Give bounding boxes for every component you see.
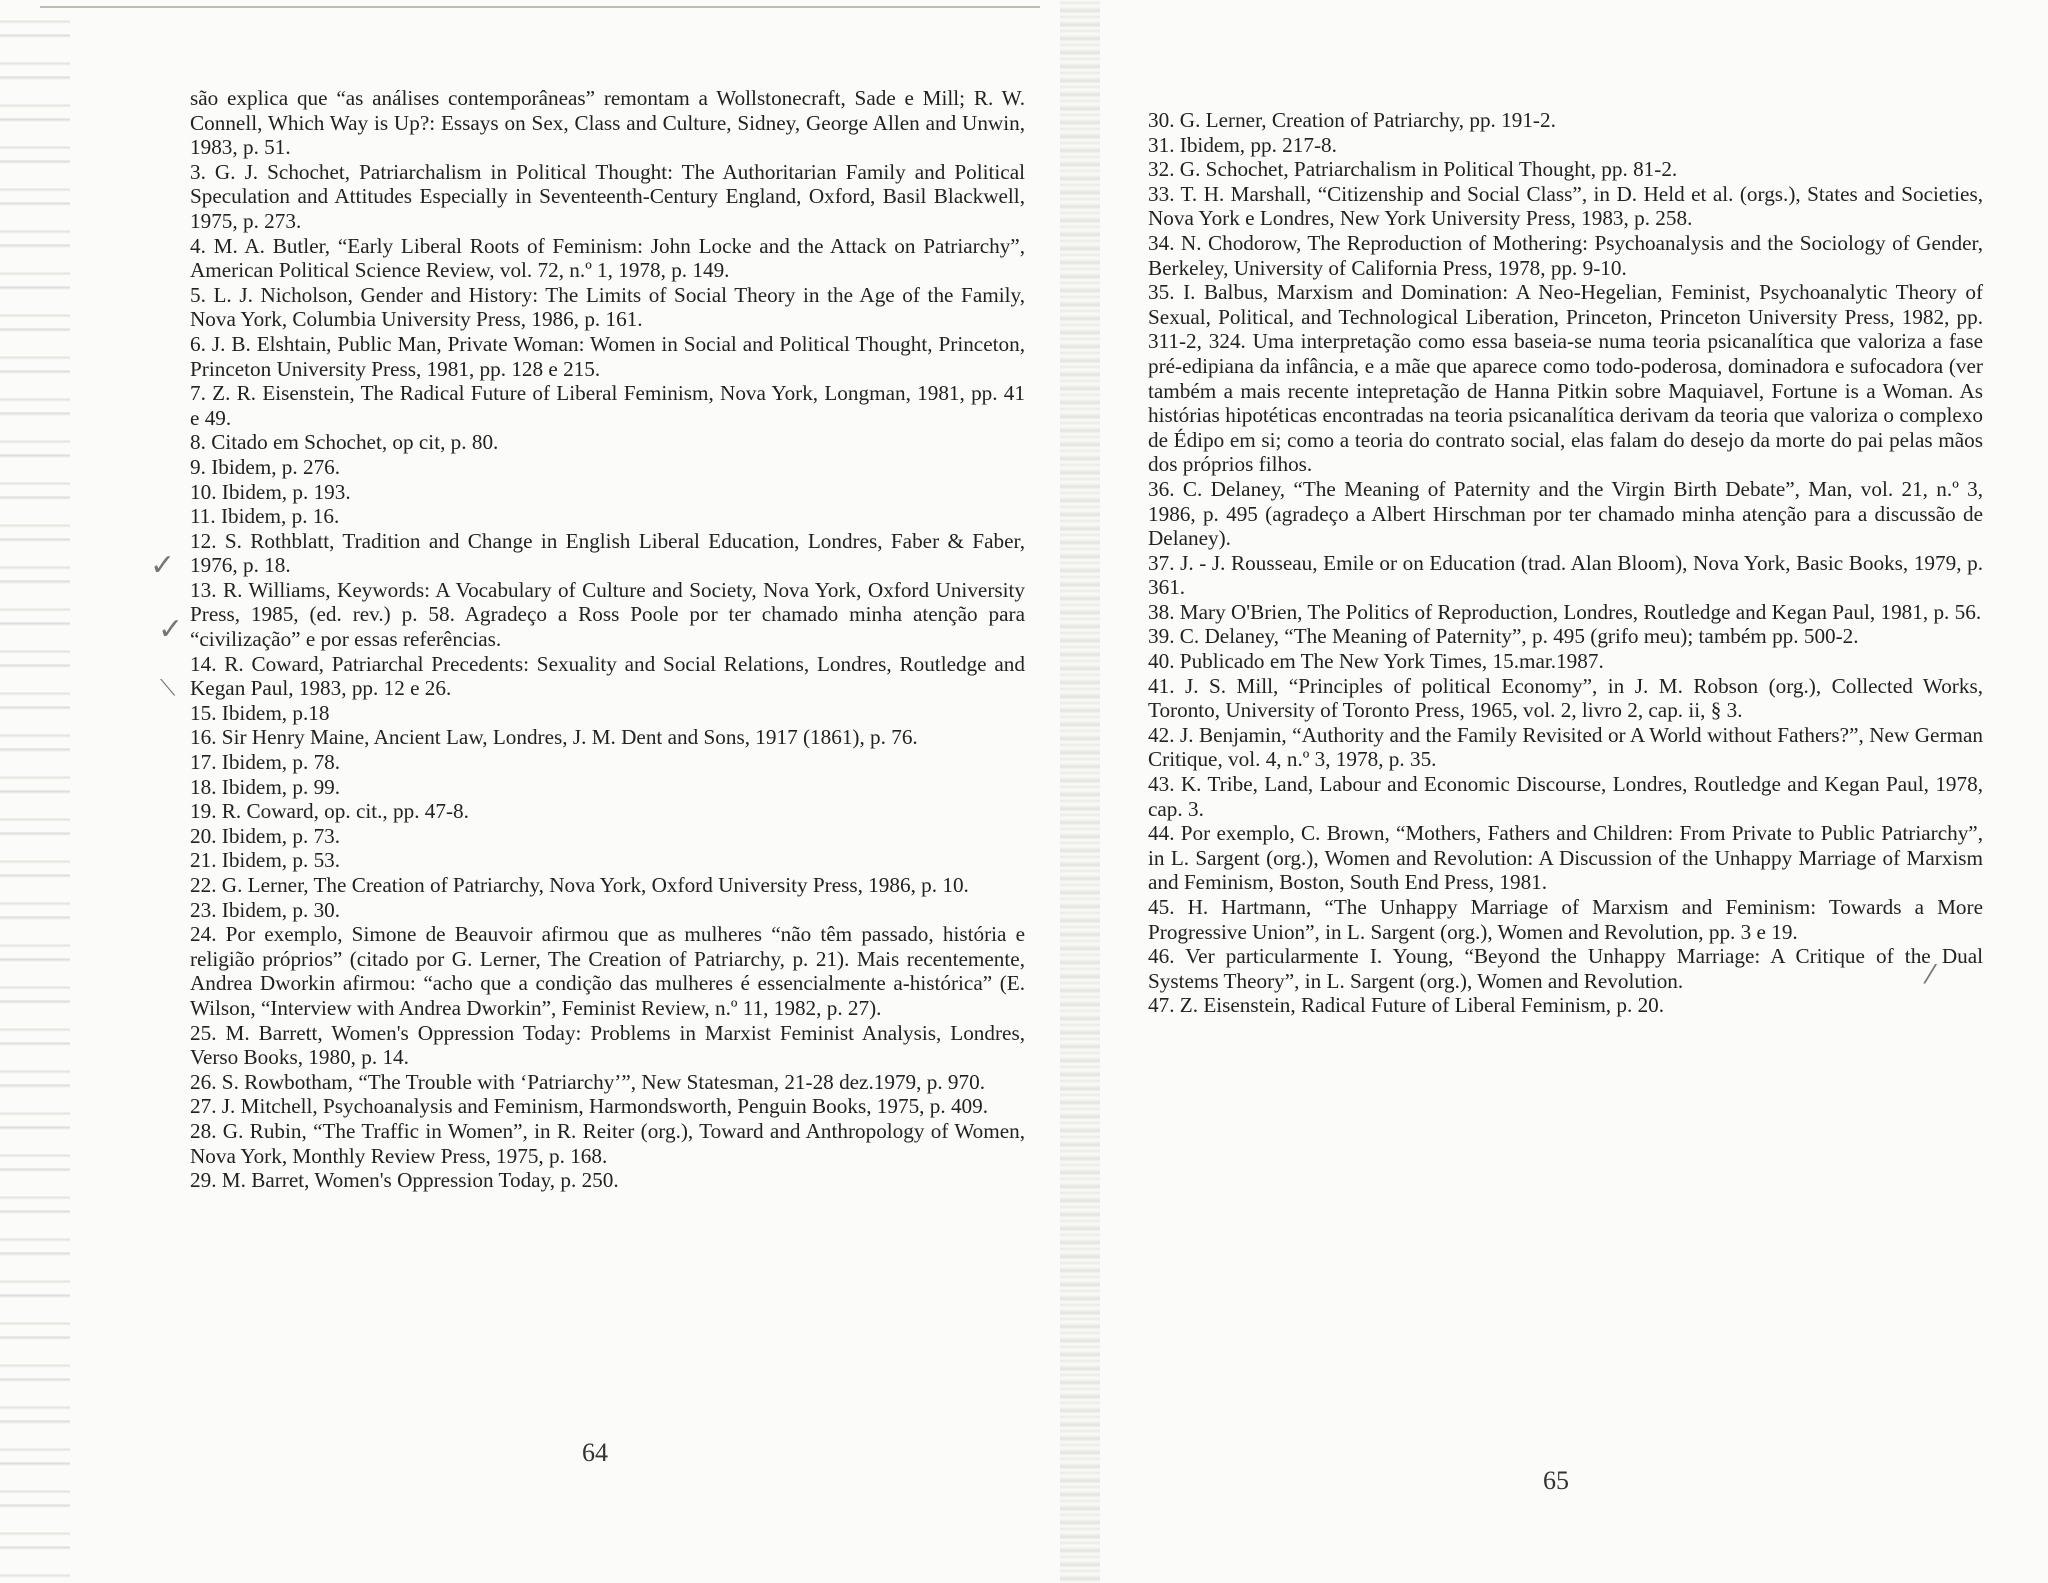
endnote: 23. Ibidem, p. 30.: [190, 897, 341, 922]
endnote: 17. Ibidem, p. 78.: [190, 750, 341, 775]
endnote: 45. H. Hartmann, “The Unhappy Marriage of Marxism and Feminism: Towards a More Progressive Union”, in L. Sargent (org.), Women and Revolution, pp. 3 e 19.: [1148, 895, 1983, 944]
spiral-binding: [0, 0, 70, 1583]
endnote: 38. Mary O'Brien, The Politics of Reproduction, Londres, Routledge and Kegan Paul, 1981, p. 56.: [1148, 599, 1982, 624]
checkmark-icon: ✓: [158, 612, 184, 647]
endnote: 24. Por exemplo, Simone de Beauvoir afirmou que as mulheres “não têm passado, história e religião próprios” (citado por G. Lerner, The Creation of Patriarchy, p. 21). Mais recentemente, Andrea Dworkin afirmou: “acho que a condição das mulheres é essencialmente a-histórica” (E. Wilson, “Interview with Andrea Dworkin”, Feminist Review, n.º 11, 1982, p. 27).: [190, 922, 1025, 1020]
endnote: 30. G. Lerner, Creation of Patriarchy, pp. 191-2.: [1148, 108, 1556, 132]
endnote: 19. R. Coward, op. cit., pp. 47-8.: [190, 799, 469, 824]
endnote: 9. Ibidem, p. 276.: [190, 454, 341, 479]
endnote: 46. Ver particularmente I. Young, “Beyond the Unhappy Marriage: A Critique of the Dual Systems Theory”, in L. Sargent (org.), Women and Revolution.: [1148, 944, 1983, 993]
endnote: 35. I. Balbus, Marxism and Domination: A Neo-Hegelian, Feminist, Psychoanalytic Theory of Sexual, Political, and Technological Liberation, Princeton, Princeton University Press, 1982, pp. 311-2, 324. Uma interpretação como essa baseia-se numa teoria psicanalítica que valoriza a fase pré-edipiana da infância, e a mãe que aparece como todo-poderosa, dominadora e sufocadora (ver também a mais recente intepretação de Hanna Pitkin sobre Maquiavel, Fortune is a Woman. As histórias hipotéticas encontradas na teoria psicanalítica derivam da teoria que valoriza o complexo de Édipo em si; como a teoria do contrato social, elas falam do desejo da morte do pai pelas mãos dos próprios filhos.: [1148, 280, 1983, 477]
endnote: 37. J. - J. Rousseau, Emile or on Education (trad. Alan Bloom), Nova York, Basic Books, 1979, p. 361.: [1148, 550, 1983, 600]
endnote: 29. M. Barret, Women's Oppression Today, p. 250.: [190, 1168, 619, 1193]
endnote: 39. C. Delaney, “The Meaning of Paternity”, p. 495 (grifo meu); também pp. 500-2.: [1148, 624, 1859, 649]
endnote: 15. Ibidem, p.18: [190, 700, 330, 725]
endnote: 47. Z. Eisenstein, Radical Future of Liberal Feminism, p. 20.: [1148, 993, 1665, 1018]
endnote: são explica que “as análises contemporâneas” remontam a Wollstonecraft, Sade e Mill; R. W. Connell, Which Way is Up?: Essays on Sex, Class and Culture, Sidney, George Allen and Unwin, 1983, p. 51.: [190, 86, 1025, 160]
endnotes-list: [1148, 108, 1983, 1018]
endnote: 28. G. Rubin, “The Traffic in Women”, in R. Reiter (org.), Toward and Anthropology of Women, Nova York, Monthly Review Press, 1975, p. 168.: [190, 1118, 1025, 1168]
endnote: 21. Ibidem, p. 53.: [190, 848, 341, 873]
endnote: 10. Ibidem, p. 193.: [190, 479, 351, 504]
endnote: 42. J. Benjamin, “Authority and the Family Revisited or A World without Fathers?”, New German Critique, vol. 4, n.º 3, 1978, p. 35.: [1148, 722, 1983, 772]
endnote: 27. J. Mitchell, Psychoanalysis and Feminism, Harmondsworth, Penguin Books, 1975, p. 409.: [190, 1094, 989, 1119]
pencil-slash-icon: ⁄: [1928, 960, 1933, 990]
endnote: 18. Ibidem, p. 99.: [190, 774, 341, 799]
endnote: 8. Citado em Schochet, op cit, p. 80.: [190, 430, 499, 455]
endnote: 36. C. Delaney, “The Meaning of Paternity and the Virgin Birth Debate”, Man, vol. 21, n.º 3, 1986, p. 495 (agradeço a Albert Hirschman por ter chamado minha atenção para a discussão de Delaney).: [1148, 476, 1983, 551]
left-page: [190, 0, 1025, 1583]
book-gutter: [1060, 0, 1100, 1583]
endnote: 40. Publicado em The New York Times, 15.mar.1987.: [1148, 649, 1604, 674]
endnote: 16. Sir Henry Maine, Ancient Law, Londres, J. M. Dent and Sons, 1917 (1861), p. 76.: [190, 725, 918, 750]
endnote: 33. T. H. Marshall, “Citizenship and Social Class”, in D. Held et al. (orgs.), States and Societies, Nova York e Londres, New York University Press, 1983, p. 258.: [1148, 181, 1983, 231]
endnote: 7. Z. R. Eisenstein, The Radical Future of Liberal Feminism, Nova York, Longman, 1981, pp. 41 e 49.: [190, 381, 1025, 430]
endnote: 13. R. Williams, Keywords: A Vocabulary of Culture and Society, Nova York, Oxford University Press, 1985, (ed. rev.) p. 58. Agradeço a Ross Poole por ter chamado minha atenção para “civilização” e por essas referências.: [190, 577, 1025, 652]
endnote: 26. S. Rowbotham, “The Trouble with ‘Patriarchy’”, New Statesman, 21-28 dez.1979, p. 970.: [190, 1069, 985, 1094]
endnote: 34. N. Chodorow, The Reproduction of Mothering: Psychoanalysis and the Sociology of Gender, Berkeley, University of California Press, 1978, pp. 9-10.: [1148, 230, 1983, 280]
endnote: 4. M. A. Butler, “Early Liberal Roots of Feminism: John Locke and the Attack on Patriarchy”, American Political Science Review, vol. 72, n.º 1, 1978, p. 149.: [190, 233, 1025, 283]
endnote: 31. Ibidem, pp. 217-8.: [1148, 132, 1337, 157]
endnote: 14. R. Coward, Patriarchal Precedents: Sexuality and Social Relations, Londres, Routledge and Kegan Paul, 1983, pp. 12 e 26.: [190, 651, 1025, 701]
endnote: 25. M. Barrett, Women's Oppression Today: Problems in Marxist Feminist Analysis, Londres, Verso Books, 1980, p. 14.: [190, 1020, 1025, 1070]
checkmark-icon: ✓: [150, 548, 176, 583]
endnote: 3. G. J. Schochet, Patriarchalism in Political Thought: The Authoritarian Family and Political Speculation and Attitudes Especially in Seventeenth-Century England, Oxford, Basil Blackwell, 1975, p. 273.: [190, 159, 1025, 233]
endnote: 11. Ibidem, p. 16.: [190, 504, 340, 529]
endnote: 44. Por exemplo, C. Brown, “Mothers, Fathers and Children: From Private to Public Patriarchy”, in L. Sargent (org.), Women and Revolution: A Discussion of the Unhappy Marriage of Marxism and Feminism, Boston, South End Press, 1981.: [1148, 821, 1983, 895]
endnote: 43. K. Tribe, Land, Labour and Economic Discourse, Londres, Routledge and Kegan Paul, 1978, cap. 3.: [1148, 772, 1983, 821]
right-page: [1148, 0, 1983, 1583]
endnote: 41. J. S. Mill, “Principles of political Economy”, in J. M. Robson (org.), Collected Works, Toronto, University of Toronto Press, 1965, vol. 2, livro 2, cap. ii, § 3.: [1148, 673, 1983, 723]
page-number: 65: [1543, 1466, 1569, 1495]
endnote: 22. G. Lerner, The Creation of Patriarchy, Nova York, Oxford University Press, 1986, p. 10.: [190, 873, 969, 897]
endnote: 12. S. Rothblatt, Tradition and Change in English Liberal Education, Londres, Faber & Faber, 1976, p. 18.: [190, 528, 1025, 578]
page-number: 64: [582, 1438, 608, 1467]
endnote: 6. J. B. Elshtain, Public Man, Private Woman: Women in Social and Political Thought, Princeton, Princeton University Press, 1981, pp. 128 e 215.: [190, 331, 1025, 381]
endnote: 5. L. J. Nicholson, Gender and History: The Limits of Social Theory in the Age of the Family, Nova York, Columbia University Press, 1986, p. 161.: [190, 282, 1025, 332]
endnotes-list: [190, 86, 1025, 1193]
pencil-tick-icon: ⟍: [160, 676, 176, 701]
endnote: 32. G. Schochet, Patriarchalism in Political Thought, pp. 81-2.: [1148, 157, 1678, 182]
endnote: 20. Ibidem, p. 73.: [190, 823, 341, 848]
